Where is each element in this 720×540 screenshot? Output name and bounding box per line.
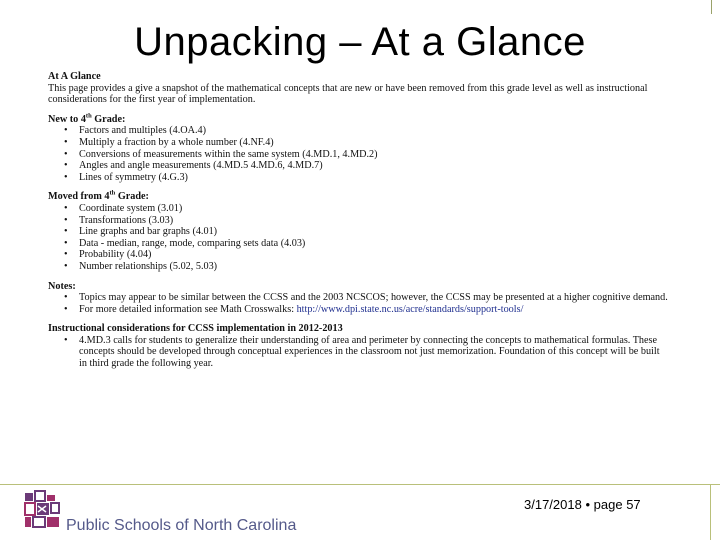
list-item: • Line graphs and bar graphs (4.01) xyxy=(64,226,218,238)
list-item: • Conversions of measurements within the same system (4.MD.1, 4.MD.2) xyxy=(64,148,378,160)
bullet-icon: • xyxy=(64,292,68,304)
notes-heading: Notes: xyxy=(48,280,76,292)
list-item: • Transformations (3.03) xyxy=(64,214,174,226)
org-name: Public Schools of North Carolina xyxy=(66,517,297,534)
list-item: • Multiply a fraction by a whole number (4.NF.4) xyxy=(64,136,274,148)
list-item: • For more detailed information see Math Crosswalks: http://www.dpi.state.nc.us/acre/standards/support-tools/ xyxy=(64,303,524,315)
list-item: • Number relationships (5.02, 5.03) xyxy=(64,260,218,272)
list-item: • Probability (4.04) xyxy=(64,249,152,261)
list-item: • Coordinate system (3.01) xyxy=(64,202,183,214)
bullet-icon: • xyxy=(64,249,68,261)
footer-meta xyxy=(524,497,641,512)
list-item: • Lines of symmetry (4.G.3) xyxy=(64,171,188,183)
list-item: • Topics may appear to be similar between the CCSS and the 2003 NCSCOS; however, the CCSS may be presented at a higher cognitive demand. xyxy=(64,292,668,304)
bullet-icon: • xyxy=(64,214,68,226)
list-item: • 4.MD.3 calls for students to generalize their understanding of area and perimeter by connecting the concepts to mathematical formulas. These concepts should be developed through conceptual experiences in the classroom not just memorization. Foundation of this concept will be built in third grade the following year. xyxy=(64,334,660,370)
top-right-rule xyxy=(711,0,712,14)
at-a-glance-heading: At A Glance xyxy=(48,71,101,82)
list-item: • Data - median, range, mode, comparing sets data (4.03) xyxy=(64,237,306,249)
document-body xyxy=(48,71,668,378)
bullet-icon: • xyxy=(64,237,68,249)
footer-separator: • xyxy=(585,497,591,512)
bullet-icon: • xyxy=(64,334,68,346)
new-to-grade-heading: New to 4th Grade: xyxy=(48,112,126,125)
list-item: • Angles and angle measurements (4.MD.5 4.MD.6, 4.MD.7) xyxy=(64,160,323,172)
moved-from-grade-heading: Moved from 4th Grade: xyxy=(48,189,149,203)
footer-date: 3/17/2018 xyxy=(524,497,582,512)
moved-items-list xyxy=(48,203,668,273)
bullet-icon: • xyxy=(64,202,68,214)
slide-title: Unpacking – At a Glance xyxy=(134,20,586,64)
bullet-icon: • xyxy=(64,260,68,272)
dpi-logo-icon xyxy=(24,490,62,530)
bullet-icon: • xyxy=(64,125,68,137)
bullet-icon: • xyxy=(64,226,68,238)
instructional-list xyxy=(48,335,668,370)
bullet-icon: • xyxy=(64,303,68,315)
notes-list xyxy=(48,292,668,315)
intro-paragraph: This page provides a give a snapshot of the mathematical concepts that are new or have been removed from this grade level as well as instructional considerations for the first year of implementation. xyxy=(48,82,648,106)
bullet-icon: • xyxy=(64,148,68,160)
footer-tick xyxy=(710,484,711,540)
footer-page-number: page 57 xyxy=(593,497,641,512)
footer-divider xyxy=(0,484,720,485)
bullet-icon: • xyxy=(64,160,68,172)
new-items-list xyxy=(48,125,668,183)
crosswalks-link[interactable]: http://www.dpi.state.nc.us/acre/standards/support-tools/ xyxy=(296,303,524,315)
bullet-icon: • xyxy=(64,171,68,183)
list-item: • Factors and multiples (4.OA.4) xyxy=(64,125,207,137)
bullet-icon: • xyxy=(64,136,68,148)
instructional-considerations-heading: Instructional considerations for CCSS implementation in 2012-2013 xyxy=(48,323,343,335)
